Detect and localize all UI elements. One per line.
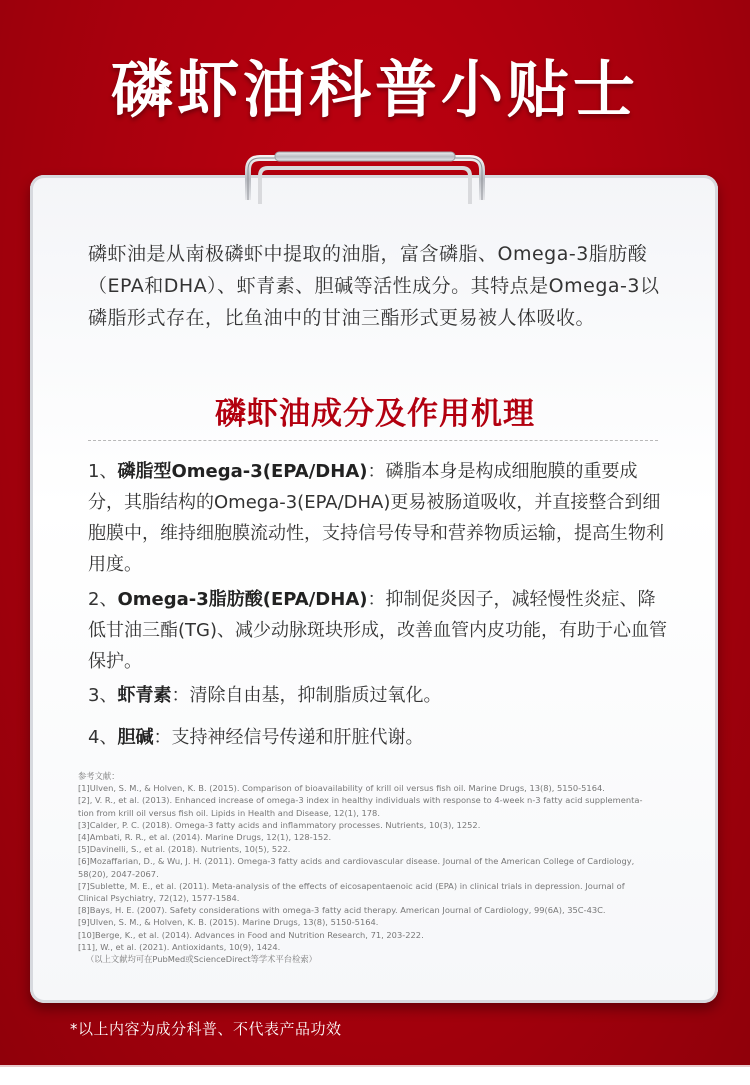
item-label: 磷脂型Omega-3(EPA/DHA) (117, 461, 368, 482)
reference-line: Clinical Psychiatry, 72(12), 1577-1584. (78, 893, 240, 904)
item-label: 虾青素 (117, 685, 172, 706)
item-separator: ： (367, 461, 386, 482)
item-number: 1、 (88, 461, 118, 482)
reference-line: [4]Ambati, R. R., et al. (2014). Marine Drugs, 12(1), 128-152. (78, 832, 332, 843)
reference-line: [8]Bays, H. E. (2007). Safety considerations with omega-3 fatty acid therapy. American Journal of Cardiology, 99(6A), 35C-43C. (78, 905, 606, 916)
reference-line: 58(20), 2047-2067. (78, 868, 159, 879)
reference-line: [1]Ulven, S. M., & Holven, K. B. (2015). Comparison of bioavailability of krill oil versus fish oil. Marine Drugs, 13(8), 5150-5164. (78, 783, 605, 794)
reference-note: （以上文献均可在PubMed或ScienceDirect等学术平台检索） (86, 954, 317, 965)
item-number: 2、 (88, 589, 118, 610)
item-number: 3、 (88, 685, 118, 706)
item-label: 胆碱 (117, 727, 154, 748)
dashed-divider (88, 440, 658, 441)
item-separator: ： (153, 727, 172, 748)
reference-line: [2], V. R., et al. (2013). Enhanced increase of omega-3 index in healthy individuals with response to 4-week n-3 fatty acid supplementa- (78, 795, 643, 806)
references-heading: 参考文献： (78, 771, 120, 781)
reference-line: [11], W., et al. (2021). Antioxidants, 10(9), 1424. (78, 941, 281, 952)
references (78, 770, 678, 965)
item-text: 清除自由基，抑制脂质过氧化。 (189, 685, 442, 706)
intro-paragraph: 磷虾油是从南极磷虾中提取的油脂，富含磷脂、Omega-3脂肪酸（EPA和DHA）、虾青素、胆碱等活性成分。其特点是Omega-3以磷脂形式存在，比鱼油中的甘油三酯形式更易被人体吸收。 (88, 243, 660, 329)
page-title: 磷虾油科普小贴士 (110, 53, 639, 126)
list-item-3 (88, 680, 668, 711)
clipboard-clip-icon (240, 150, 490, 210)
reference-line: [5]Davinelli, S., et al. (2018). Nutrients, 10(5), 522. (78, 844, 291, 855)
item-label: Omega-3脂肪酸(EPA/DHA) (117, 589, 368, 610)
reference-line: [6]Mozaffarian, D., & Wu, J. H. (2011). Omega-3 fatty acids and cardiovascular disease. Journal of the American College of Cardiology, (78, 856, 635, 867)
item-separator: ： (171, 685, 190, 706)
list-item-1 (88, 456, 668, 580)
reference-line: [7]Sublette, M. E., et al. (2011). Meta-analysis of the effects of eicosapentaenoic acid (EPA) in clinical trials in depression. Journal of (78, 880, 625, 891)
reference-line: [9]Ulven, S. M., & Holven, K. B. (2015). Marine Drugs, 13(8), 5150-5164. (78, 917, 379, 928)
section-title: 磷虾油成分及作用机理 (215, 396, 535, 432)
item-number: 4、 (88, 727, 118, 748)
bottom-band (0, 1065, 750, 1085)
item-text: 磷脂本身是构成细胞膜的重要成分，其脂结构的Omega-3(EPA/DHA)更易被肠道吸收，并直接整合到细胞膜中，维持细胞膜流动性，支持信号传导和营养物质运输，提高生物利用度。 (88, 461, 664, 575)
reference-line: [10]Berge, K., et al. (2014). Advances in Food and Nutrition Research, 71, 203-222. (78, 929, 424, 940)
item-text: 支持神经信号传递和肝脏代谢。 (171, 727, 424, 748)
reference-line: tion from krill oil versus fish oil. Lipids in Health and Disease, 12(1), 178. (78, 807, 380, 818)
list-item-4 (88, 722, 668, 753)
reference-line: [3]Calder, P. C. (2018). Omega-3 fatty acids and inflammatory processes. Nutrients, 10(3), 1252. (78, 819, 481, 830)
item-separator: ： (367, 589, 386, 610)
list-item-2 (88, 584, 668, 677)
item-text: 抑制促炎因子，减轻慢性炎症、降低甘油三酯(TG)、减少动脉斑块形成，改善血管内皮功能，有助于心血管保护。 (88, 589, 667, 672)
footer-disclaimer: *以上内容为成分科普、不代表产品功效 (70, 1020, 342, 1038)
